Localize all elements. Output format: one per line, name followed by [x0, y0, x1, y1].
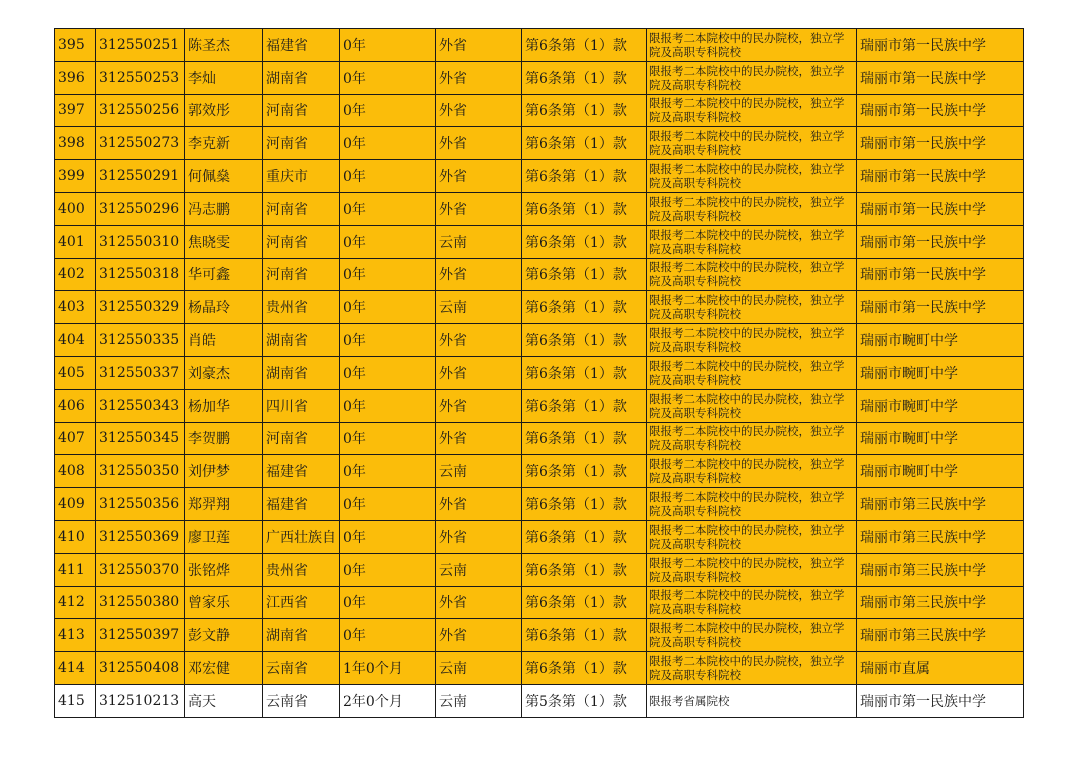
table-row [55, 356, 1024, 389]
cell-residence-years: 0年 [340, 127, 436, 160]
cell-residence-years: 0年 [340, 225, 436, 258]
cell-exam-id: 312550350 [96, 455, 185, 488]
cell-number: 401 [55, 225, 96, 258]
cell-name: 邓宏健 [185, 652, 263, 685]
cell-province: 河南省 [263, 422, 340, 455]
cell-origin: 云南 [436, 652, 522, 685]
cell-exam-id: 312550310 [96, 225, 185, 258]
cell-origin: 外省 [436, 324, 522, 357]
cell-origin: 外省 [436, 488, 522, 521]
cell-exam-id: 312550253 [96, 61, 185, 94]
cell-residence-years: 1年0个月 [340, 652, 436, 685]
table-row [55, 160, 1024, 193]
cell-residence-years: 0年 [340, 520, 436, 553]
cell-number: 402 [55, 258, 96, 291]
cell-exam-id: 312550335 [96, 324, 185, 357]
cell-residence-years: 0年 [340, 258, 436, 291]
cell-school: 瑞丽市第一民族中学 [857, 61, 1024, 94]
cell-clause: 第6条第（1）款 [522, 29, 647, 62]
cell-origin: 外省 [436, 192, 522, 225]
cell-residence-years: 0年 [340, 455, 436, 488]
cell-clause: 第6条第（1）款 [522, 258, 647, 291]
cell-exam-id: 312550273 [96, 127, 185, 160]
cell-province: 贵州省 [263, 291, 340, 324]
cell-exam-id: 312550318 [96, 258, 185, 291]
cell-clause: 第6条第（1）款 [522, 455, 647, 488]
cell-province: 湖南省 [263, 619, 340, 652]
table-row [55, 422, 1024, 455]
cell-clause: 第6条第（1）款 [522, 192, 647, 225]
cell-number: 400 [55, 192, 96, 225]
cell-name: 郭效彤 [185, 94, 263, 127]
cell-province: 重庆市 [263, 160, 340, 193]
cell-name: 杨加华 [185, 389, 263, 422]
cell-application-scope: 限报考二本院校中的民办院校，独立学院及高职专科院校 [647, 422, 857, 455]
cell-number: 411 [55, 553, 96, 586]
cell-name: 焦晓雯 [185, 225, 263, 258]
cell-clause: 第6条第（1）款 [522, 422, 647, 455]
cell-school: 瑞丽市第一民族中学 [857, 258, 1024, 291]
cell-province: 河南省 [263, 192, 340, 225]
cell-exam-id: 312550380 [96, 586, 185, 619]
table-row [55, 488, 1024, 521]
cell-province: 河南省 [263, 127, 340, 160]
cell-province: 云南省 [263, 684, 340, 717]
cell-origin: 外省 [436, 94, 522, 127]
cell-clause: 第6条第（1）款 [522, 520, 647, 553]
cell-province: 云南省 [263, 652, 340, 685]
cell-school: 瑞丽市直属 [857, 652, 1024, 685]
cell-province: 湖南省 [263, 61, 340, 94]
cell-name: 廖卫莲 [185, 520, 263, 553]
cell-clause: 第6条第（1）款 [522, 127, 647, 160]
cell-application-scope: 限报考二本院校中的民办院校，独立学院及高职专科院校 [647, 520, 857, 553]
cell-origin: 外省 [436, 520, 522, 553]
cell-clause: 第6条第（1）款 [522, 356, 647, 389]
cell-school: 瑞丽市第一民族中学 [857, 291, 1024, 324]
cell-residence-years: 0年 [340, 553, 436, 586]
cell-clause: 第6条第（1）款 [522, 619, 647, 652]
cell-application-scope: 限报考二本院校中的民办院校，独立学院及高职专科院校 [647, 619, 857, 652]
cell-exam-id: 312550343 [96, 389, 185, 422]
cell-origin: 外省 [436, 160, 522, 193]
cell-application-scope: 限报考二本院校中的民办院校，独立学院及高职专科院校 [647, 356, 857, 389]
cell-origin: 外省 [436, 389, 522, 422]
cell-name: 华可鑫 [185, 258, 263, 291]
cell-origin: 外省 [436, 619, 522, 652]
cell-school: 瑞丽市畹町中学 [857, 389, 1024, 422]
cell-school: 瑞丽市第三民族中学 [857, 619, 1024, 652]
cell-residence-years: 0年 [340, 94, 436, 127]
cell-name: 李克新 [185, 127, 263, 160]
cell-province: 福建省 [263, 488, 340, 521]
table-row [55, 29, 1024, 62]
cell-number: 403 [55, 291, 96, 324]
cell-application-scope: 限报考二本院校中的民办院校，独立学院及高职专科院校 [647, 586, 857, 619]
cell-residence-years: 0年 [340, 389, 436, 422]
cell-name: 彭文静 [185, 619, 263, 652]
cell-origin: 云南 [436, 684, 522, 717]
cell-name: 李灿 [185, 61, 263, 94]
cell-residence-years: 0年 [340, 356, 436, 389]
cell-number: 408 [55, 455, 96, 488]
cell-clause: 第6条第（1）款 [522, 553, 647, 586]
roster-body [55, 29, 1024, 718]
cell-name: 李贺鹏 [185, 422, 263, 455]
cell-number: 414 [55, 652, 96, 685]
table-row [55, 324, 1024, 357]
cell-number: 396 [55, 61, 96, 94]
table-row [55, 652, 1024, 685]
table-row [55, 619, 1024, 652]
cell-exam-id: 312550397 [96, 619, 185, 652]
cell-origin: 外省 [436, 258, 522, 291]
cell-province: 河南省 [263, 225, 340, 258]
cell-number: 410 [55, 520, 96, 553]
cell-origin: 云南 [436, 291, 522, 324]
cell-school: 瑞丽市畹町中学 [857, 356, 1024, 389]
cell-province: 四川省 [263, 389, 340, 422]
table-row [55, 61, 1024, 94]
cell-exam-id: 312510213 [96, 684, 185, 717]
cell-origin: 外省 [436, 586, 522, 619]
cell-number: 405 [55, 356, 96, 389]
cell-exam-id: 312550256 [96, 94, 185, 127]
cell-application-scope: 限报考省属院校 [647, 684, 857, 717]
cell-application-scope: 限报考二本院校中的民办院校，独立学院及高职专科院校 [647, 192, 857, 225]
cell-origin: 外省 [436, 356, 522, 389]
cell-exam-id: 312550345 [96, 422, 185, 455]
cell-school: 瑞丽市第一民族中学 [857, 160, 1024, 193]
cell-province: 湖南省 [263, 324, 340, 357]
cell-residence-years: 0年 [340, 291, 436, 324]
cell-clause: 第6条第（1）款 [522, 389, 647, 422]
cell-province: 江西省 [263, 586, 340, 619]
cell-school: 瑞丽市畹町中学 [857, 324, 1024, 357]
cell-residence-years: 0年 [340, 160, 436, 193]
cell-residence-years: 0年 [340, 488, 436, 521]
cell-name: 郑羿翔 [185, 488, 263, 521]
cell-number: 406 [55, 389, 96, 422]
cell-name: 肖皓 [185, 324, 263, 357]
cell-province: 湖南省 [263, 356, 340, 389]
cell-application-scope: 限报考二本院校中的民办院校，独立学院及高职专科院校 [647, 29, 857, 62]
cell-number: 413 [55, 619, 96, 652]
cell-origin: 外省 [436, 422, 522, 455]
cell-residence-years: 2年0个月 [340, 684, 436, 717]
cell-school: 瑞丽市畹町中学 [857, 455, 1024, 488]
cell-number: 404 [55, 324, 96, 357]
cell-name: 陈圣杰 [185, 29, 263, 62]
cell-name: 刘豪杰 [185, 356, 263, 389]
cell-application-scope: 限报考二本院校中的民办院校，独立学院及高职专科院校 [647, 324, 857, 357]
student-roster-table [54, 28, 1024, 718]
cell-number: 412 [55, 586, 96, 619]
cell-residence-years: 0年 [340, 324, 436, 357]
cell-origin: 云南 [436, 455, 522, 488]
cell-school: 瑞丽市第三民族中学 [857, 520, 1024, 553]
cell-residence-years: 0年 [340, 422, 436, 455]
cell-clause: 第6条第（1）款 [522, 225, 647, 258]
cell-province: 河南省 [263, 94, 340, 127]
cell-application-scope: 限报考二本院校中的民办院校，独立学院及高职专科院校 [647, 258, 857, 291]
table-row [55, 389, 1024, 422]
table-row [55, 258, 1024, 291]
cell-exam-id: 312550291 [96, 160, 185, 193]
cell-school: 瑞丽市第三民族中学 [857, 488, 1024, 521]
cell-application-scope: 限报考二本院校中的民办院校，独立学院及高职专科院校 [647, 553, 857, 586]
cell-residence-years: 0年 [340, 586, 436, 619]
cell-application-scope: 限报考二本院校中的民办院校，独立学院及高职专科院校 [647, 389, 857, 422]
cell-province: 广西壮族自 [263, 520, 340, 553]
cell-province: 河南省 [263, 258, 340, 291]
cell-exam-id: 312550337 [96, 356, 185, 389]
cell-origin: 云南 [436, 553, 522, 586]
cell-application-scope: 限报考二本院校中的民办院校，独立学院及高职专科院校 [647, 455, 857, 488]
cell-origin: 云南 [436, 225, 522, 258]
table-row [55, 291, 1024, 324]
cell-exam-id: 312550329 [96, 291, 185, 324]
cell-clause: 第6条第（1）款 [522, 160, 647, 193]
cell-application-scope: 限报考二本院校中的民办院校，独立学院及高职专科院校 [647, 291, 857, 324]
cell-application-scope: 限报考二本院校中的民办院校，独立学院及高职专科院校 [647, 652, 857, 685]
table-row [55, 192, 1024, 225]
cell-exam-id: 312550251 [96, 29, 185, 62]
cell-application-scope: 限报考二本院校中的民办院校，独立学院及高职专科院校 [647, 225, 857, 258]
table-row [55, 684, 1024, 717]
cell-exam-id: 312550369 [96, 520, 185, 553]
cell-province: 福建省 [263, 455, 340, 488]
cell-number: 395 [55, 29, 96, 62]
table-row [55, 225, 1024, 258]
cell-number: 398 [55, 127, 96, 160]
cell-residence-years: 0年 [340, 619, 436, 652]
cell-residence-years: 0年 [340, 29, 436, 62]
cell-school: 瑞丽市第一民族中学 [857, 94, 1024, 127]
cell-residence-years: 0年 [340, 192, 436, 225]
cell-clause: 第5条第（1）款 [522, 684, 647, 717]
cell-residence-years: 0年 [340, 61, 436, 94]
cell-name: 冯志鹏 [185, 192, 263, 225]
cell-school: 瑞丽市第三民族中学 [857, 553, 1024, 586]
cell-clause: 第6条第（1）款 [522, 324, 647, 357]
cell-school: 瑞丽市第一民族中学 [857, 29, 1024, 62]
cell-name: 杨晶玲 [185, 291, 263, 324]
table-row [55, 94, 1024, 127]
cell-clause: 第6条第（1）款 [522, 652, 647, 685]
cell-school: 瑞丽市第三民族中学 [857, 586, 1024, 619]
cell-clause: 第6条第（1）款 [522, 94, 647, 127]
cell-number: 409 [55, 488, 96, 521]
cell-name: 高天 [185, 684, 263, 717]
cell-origin: 外省 [436, 29, 522, 62]
cell-application-scope: 限报考二本院校中的民办院校，独立学院及高职专科院校 [647, 94, 857, 127]
cell-origin: 外省 [436, 127, 522, 160]
cell-application-scope: 限报考二本院校中的民办院校，独立学院及高职专科院校 [647, 61, 857, 94]
cell-exam-id: 312550296 [96, 192, 185, 225]
cell-province: 福建省 [263, 29, 340, 62]
cell-number: 415 [55, 684, 96, 717]
cell-school: 瑞丽市畹町中学 [857, 422, 1024, 455]
cell-clause: 第6条第（1）款 [522, 586, 647, 619]
cell-application-scope: 限报考二本院校中的民办院校，独立学院及高职专科院校 [647, 488, 857, 521]
cell-exam-id: 312550356 [96, 488, 185, 521]
cell-origin: 外省 [436, 61, 522, 94]
table-row [55, 455, 1024, 488]
cell-clause: 第6条第（1）款 [522, 61, 647, 94]
cell-name: 张铭烨 [185, 553, 263, 586]
table-row [55, 520, 1024, 553]
cell-name: 何佩燊 [185, 160, 263, 193]
cell-name: 曾家乐 [185, 586, 263, 619]
cell-application-scope: 限报考二本院校中的民办院校，独立学院及高职专科院校 [647, 127, 857, 160]
cell-school: 瑞丽市第一民族中学 [857, 127, 1024, 160]
cell-clause: 第6条第（1）款 [522, 291, 647, 324]
cell-province: 贵州省 [263, 553, 340, 586]
table-row [55, 553, 1024, 586]
cell-number: 407 [55, 422, 96, 455]
cell-school: 瑞丽市第一民族中学 [857, 192, 1024, 225]
cell-clause: 第6条第（1）款 [522, 488, 647, 521]
cell-exam-id: 312550370 [96, 553, 185, 586]
cell-exam-id: 312550408 [96, 652, 185, 685]
table-row [55, 586, 1024, 619]
cell-school: 瑞丽市第一民族中学 [857, 225, 1024, 258]
cell-name: 刘伊梦 [185, 455, 263, 488]
cell-school: 瑞丽市第一民族中学 [857, 684, 1024, 717]
cell-application-scope: 限报考二本院校中的民办院校，独立学院及高职专科院校 [647, 160, 857, 193]
table-row [55, 127, 1024, 160]
cell-number: 399 [55, 160, 96, 193]
cell-number: 397 [55, 94, 96, 127]
